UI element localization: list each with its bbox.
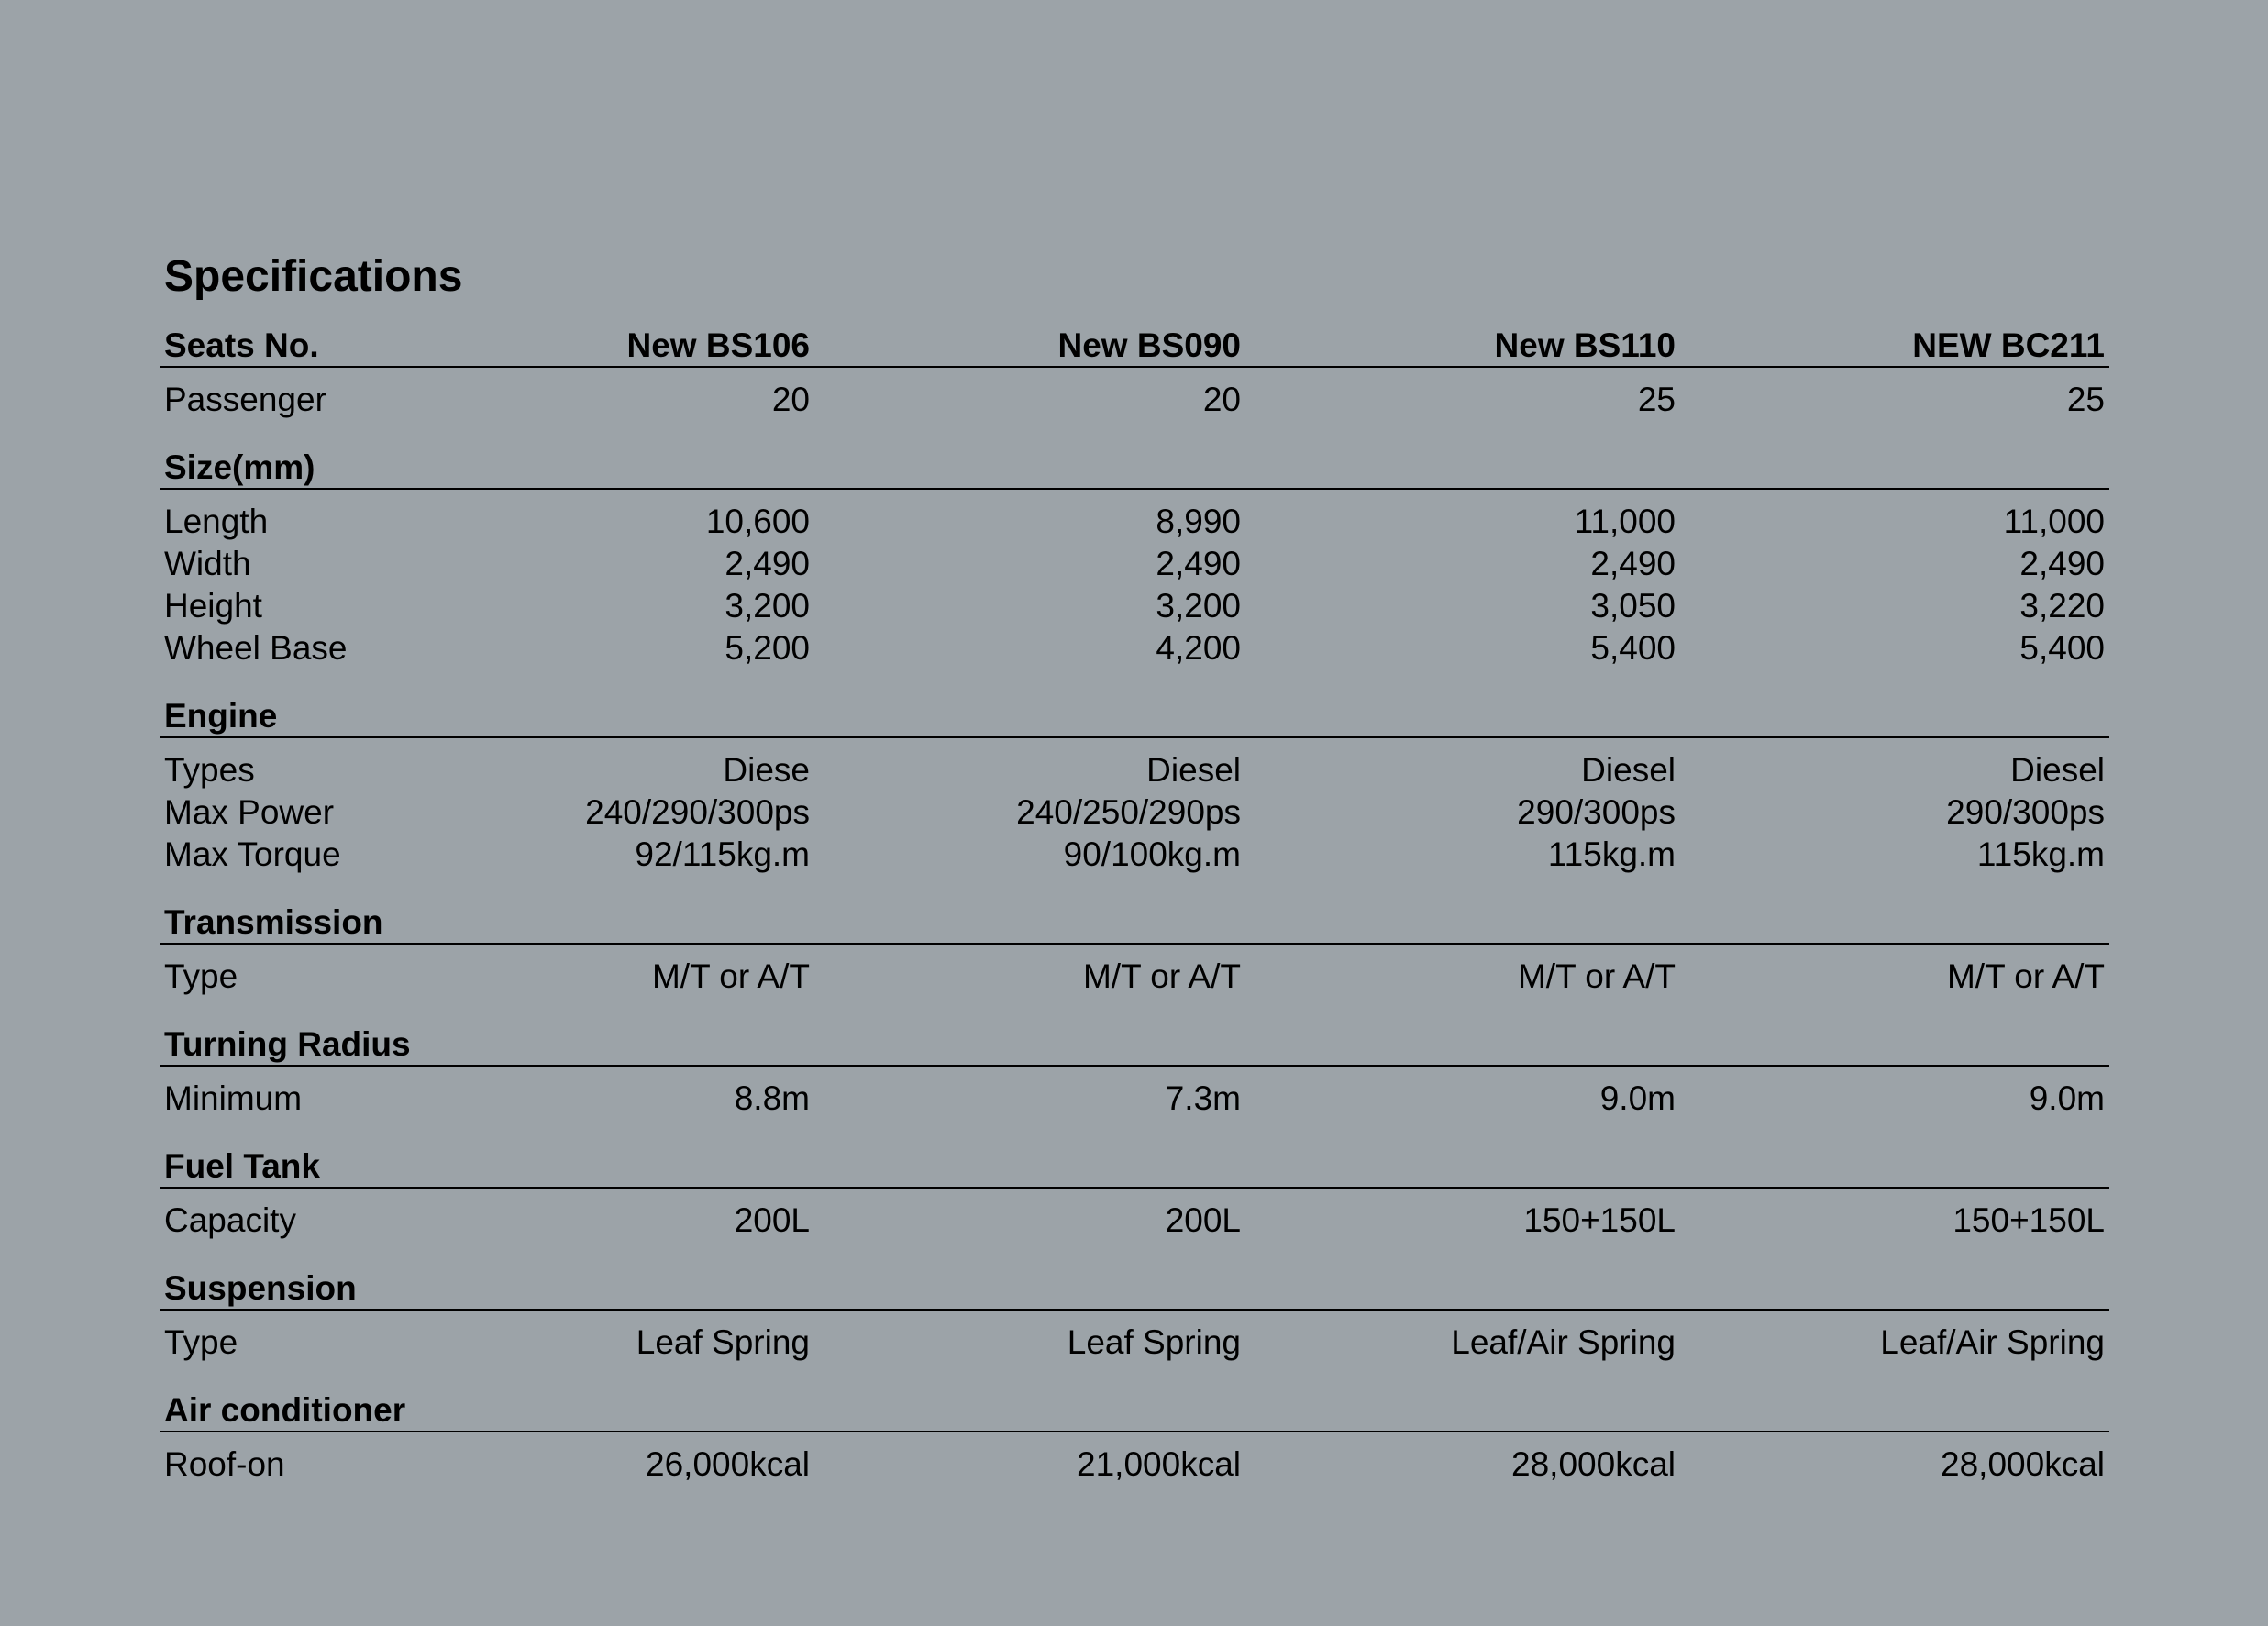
row-label: Width [164,545,251,582]
row-value: Leaf Spring [1067,1323,1241,1361]
row-value: 2,490 [1590,545,1676,582]
table-row [160,1443,2109,1486]
row-value: 3,050 [1590,587,1676,625]
section-rows [160,945,2109,998]
section-rows [160,490,2109,669]
table-header [160,325,2109,368]
section-rows [160,738,2109,876]
table-row [160,543,2109,585]
row-value: 115kg.m [1547,835,1676,873]
table-row [160,956,2109,998]
row-value: 26,000kcal [646,1445,810,1483]
row-value: Leaf/Air Spring [1451,1323,1676,1361]
row-value: 115kg.m [1976,835,2105,873]
row-label: Passenger [164,381,326,418]
section-rows [160,1432,2109,1486]
row-value: 92/115kg.m [635,835,810,873]
row-value: 7.3m [1165,1079,1241,1117]
row-value: 2,490 [725,545,810,582]
row-value: 9.0m [2029,1079,2105,1117]
section-header [160,1023,2109,1067]
row-value: 28,000kcal [1941,1445,2105,1483]
row-label: Capacity [164,1201,296,1239]
table-row [160,585,2109,627]
row-label: Type [164,1323,238,1361]
row-value: 3,200 [1156,587,1241,625]
section-title: Size(mm) [164,448,315,486]
table-row [160,1200,2109,1242]
section-title: Air conditioner [164,1391,406,1429]
row-value: 290/300ps [1517,793,1676,831]
section-title: Suspension [164,1269,357,1307]
row-value: 8,990 [1156,503,1241,540]
section-rows [160,1067,2109,1120]
row-label: Max Power [164,793,335,831]
section-header [160,901,2109,945]
row-value: Diesel [1146,751,1241,789]
section-rows [160,1311,2109,1364]
table-row [160,834,2109,876]
row-label: Minimum [164,1079,303,1117]
header-model-4: NEW BC211 [1912,326,2105,364]
section-title: Engine [164,697,278,735]
row-value: M/T or A/T [651,957,810,995]
row-value: Leaf/Air Spring [1880,1323,2105,1361]
table-row [160,501,2109,543]
spec-sections [160,447,2109,1486]
row-value: Diese [723,751,810,789]
row-value: 290/300ps [1946,793,2105,831]
row-value: M/T or A/T [1082,957,1241,995]
row-value: M/T or A/T [1946,957,2105,995]
row-label: Height [164,587,262,625]
table-row [160,1322,2109,1364]
row-value: 150+150L [1953,1201,2105,1239]
specifications-sheet [160,249,2109,1511]
row-value: 20 [1202,381,1241,418]
row-label: Length [164,503,269,540]
row-label: Types [164,751,255,789]
row-value: 2,490 [1156,545,1241,582]
row-value: 3,200 [725,587,810,625]
row-value: 5,200 [725,629,810,667]
row-value: 5,400 [1590,629,1676,667]
row-value: 25 [1637,381,1676,418]
header-label: Seats No. [164,326,319,364]
row-value: 5,400 [2019,629,2105,667]
row-value: 9.0m [1599,1079,1676,1117]
row-label: Wheel Base [164,629,348,667]
row-value: 20 [771,381,810,418]
row-label: Type [164,957,238,995]
page-title: Specifications [164,252,463,301]
row-value: 240/250/290ps [1016,793,1241,831]
section-title: Fuel Tank [164,1147,320,1185]
table-row [160,379,2109,421]
row-value: 11,000 [1574,503,1676,540]
row-value: 10,600 [705,503,810,540]
header-model-1: New BS106 [626,326,810,364]
row-value: 150+150L [1523,1201,1676,1239]
row-label: Max Torque [164,835,341,873]
row-value: 21,000kcal [1077,1445,1241,1483]
row-value: 90/100kg.m [1063,835,1241,873]
section-rows [160,1189,2109,1242]
row-value: Diesel [2010,751,2105,789]
row-value: 4,200 [1156,629,1241,667]
table-row [160,627,2109,669]
section-header [160,1389,2109,1432]
row-value: 11,000 [2003,503,2105,540]
section-header [160,447,2109,490]
section-title: Turning Radius [164,1025,411,1063]
row-label: Roof-on [164,1445,285,1483]
row-value: 8.8m [734,1079,810,1117]
row-value: 25 [2066,381,2105,418]
row-value: 200L [734,1201,810,1239]
row-value: 3,220 [2019,587,2105,625]
row-value: 2,490 [2019,545,2105,582]
row-value: 200L [1165,1201,1241,1239]
seats-rows [160,368,2109,421]
section-title: Transmission [164,903,383,941]
header-model-2: New BS090 [1057,326,1241,364]
header-model-3: New BS110 [1494,326,1676,364]
row-value: Diesel [1581,751,1676,789]
row-value: Leaf Spring [636,1323,810,1361]
section-header [160,1267,2109,1311]
row-value: 240/290/300ps [585,793,810,831]
table-row [160,791,2109,834]
section-header [160,695,2109,738]
row-value: M/T or A/T [1517,957,1676,995]
table-row [160,1078,2109,1120]
table-row [160,749,2109,791]
section-header [160,1145,2109,1189]
row-value: 28,000kcal [1511,1445,1676,1483]
